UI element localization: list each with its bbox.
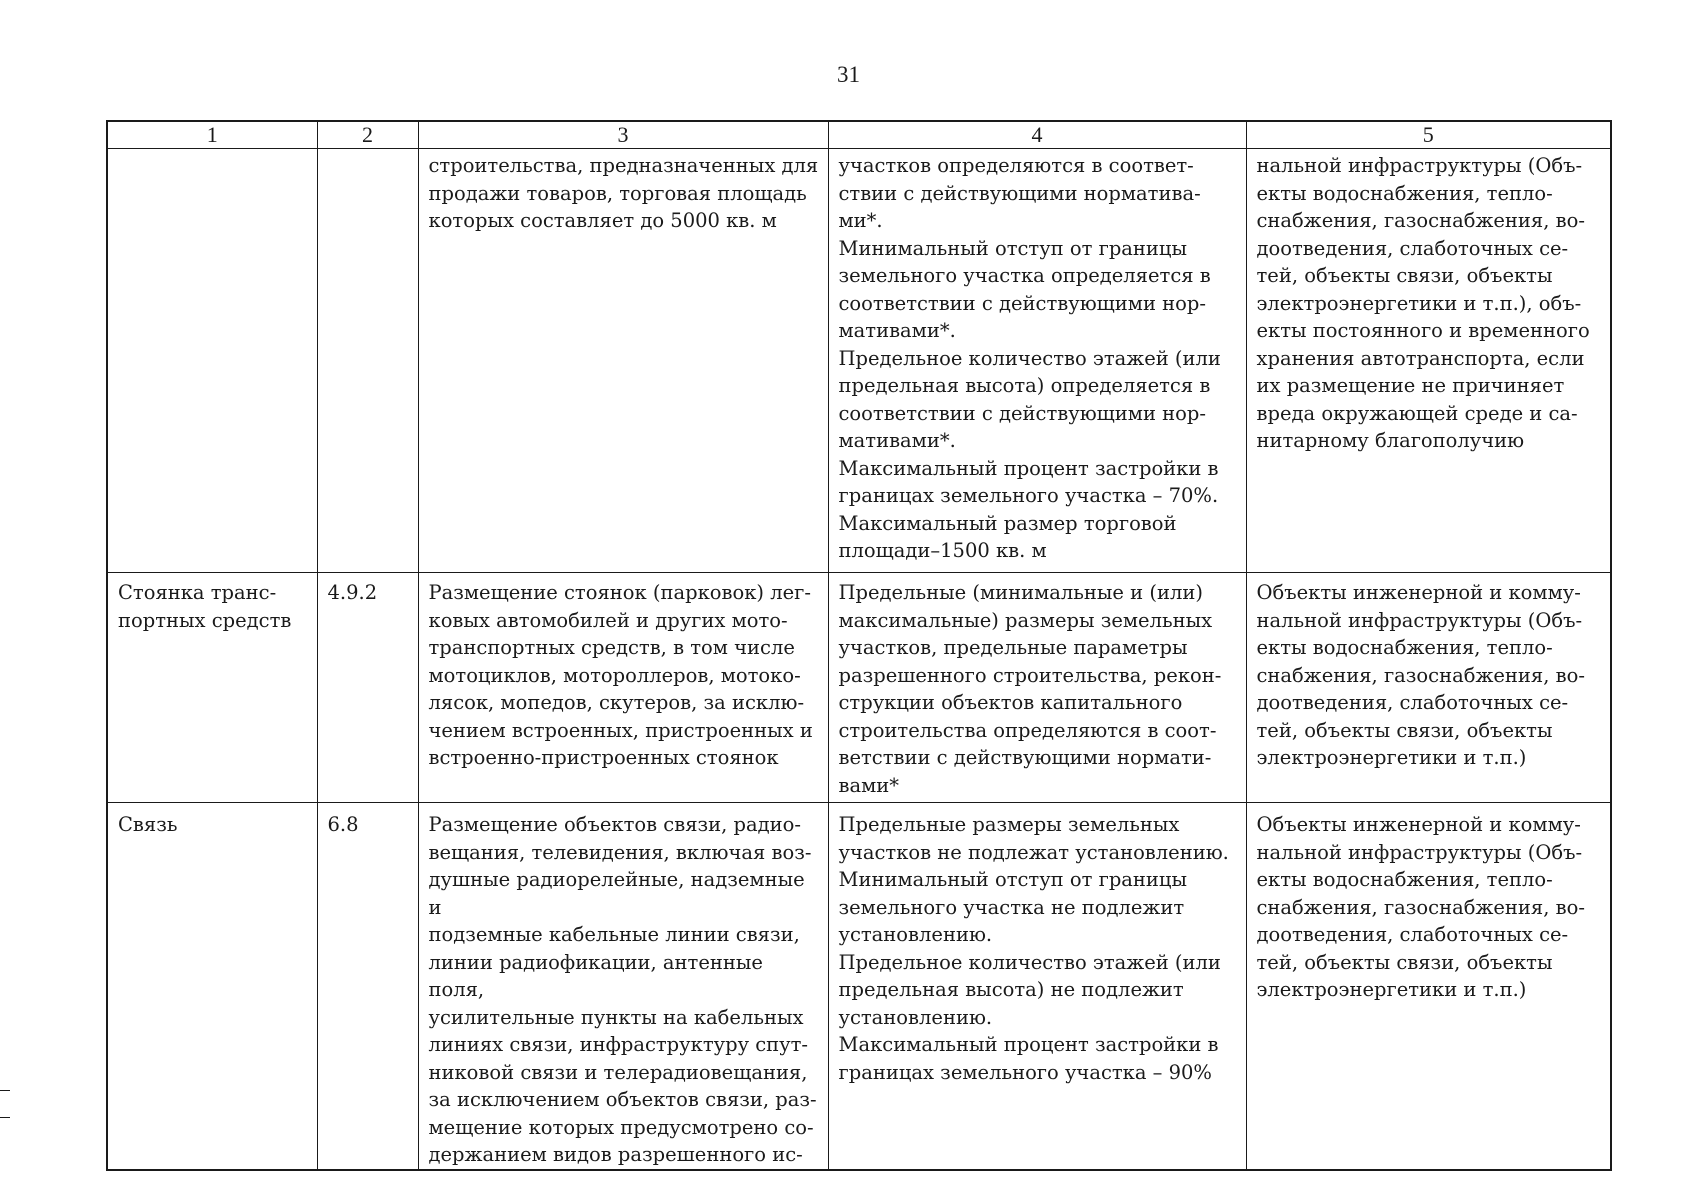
- table-header-row: [107, 121, 1611, 149]
- table-row-communications: [107, 803, 1611, 1170]
- table-row-continued: [107, 149, 1611, 573]
- column-header-5: 5: [1246, 121, 1611, 149]
- cell-parameters: участков определяются в соответ- ствии с действующими норматива- ми*. Минимальный отступ от границы земельного участка определяется в соответствии с действующими нор- мативами*. Предельное количество этажей (или предельная высота) определяется в соответствии с действующими нор- мативами*. Максимальный процент застройки в границах земельного участка – 70%. Максимальный размер торговой площади–1500 кв. м: [828, 149, 1246, 573]
- margin-mark: [0, 1117, 10, 1118]
- column-header-1: 1: [107, 121, 317, 149]
- column-header-2: 2: [317, 121, 418, 149]
- cell-auxiliary: Объекты инженерной и комму- нальной инфраструктуры (Объ- екты водоснабжения, тепло- снабжения, газоснабжения, во- доотведения, слаботочных се- тей, объекты связи, объекты электроэнергетики и т.п.): [1246, 573, 1611, 803]
- cell-name: Стоянка транс- портных средств: [107, 573, 317, 803]
- page-number: 31: [837, 62, 860, 87]
- cell-code: [317, 149, 418, 573]
- cell-description: Размещение стоянок (парковок) лег- ковых автомобилей и других мото- транспортных средств, в том числе мотоциклов, мотороллеров, мотоко- лясок, мопедов, скутеров, за исклю- чением встроенных, пристроенных и встроенно-пристроенных стоянок: [418, 573, 828, 803]
- column-header-3: 3: [418, 121, 828, 149]
- table-row-parking: [107, 573, 1611, 803]
- margin-mark: [0, 1090, 10, 1091]
- cell-auxiliary: Объекты инженерной и комму- нальной инфраструктуры (Объ- екты водоснабжения, тепло- снабжения, газоснабжения, во- доотведения, слаботочных се- тей, объекты связи, объекты электроэнергетики и т.п.): [1246, 803, 1611, 1170]
- cell-code: 6.8: [317, 803, 418, 1170]
- cell-auxiliary: нальной инфраструктуры (Объ- екты водоснабжения, тепло- снабжения, газоснабжения, во- доотведения, слаботочных се- тей, объекты связи, объекты электроэнергетики и т.п.), объ- екты постоянного и временного хранения автотранспорта, если их размещение не причиняет вреда окружающей среде и са- нитарному благополучию: [1246, 149, 1611, 573]
- cell-description: Размещение объектов связи, радио- вещания, телевидения, включая воз- душные радиорелейные, надземные и подземные кабельные линии связи, линии радиофикации, антенные поля, усилительные пункты на кабельных линиях связи, инфраструктуру спут- никовой связи и телерадиовещания, за исключением объектов связи, раз- мещение которых предусмотрено со- держанием видов разрешенного ис-: [418, 803, 828, 1170]
- zoning-table: [106, 120, 1612, 1171]
- cell-parameters: Предельные (минимальные и (или) максимальные) размеры земельных участков, предельные параметры разрешенного строительства, рекон- струкции объектов капитального строительства определяются в соот- ветствии с действующими нормати- вами*: [828, 573, 1246, 803]
- column-header-4: 4: [828, 121, 1246, 149]
- cell-description: строительства, предназначенных для продажи товаров, торговая площадь которых составляет до 5000 кв. м: [418, 149, 828, 573]
- cell-name: [107, 149, 317, 573]
- cell-name: Связь: [107, 803, 317, 1170]
- cell-parameters: Предельные размеры земельных участков не подлежат установлению. Минимальный отступ от границы земельного участка не подлежит установлению. Предельное количество этажей (или предельная высота) не подлежит установлению. Максимальный процент застройки в границах земельного участка – 90%: [828, 803, 1246, 1170]
- cell-code: 4.9.2: [317, 573, 418, 803]
